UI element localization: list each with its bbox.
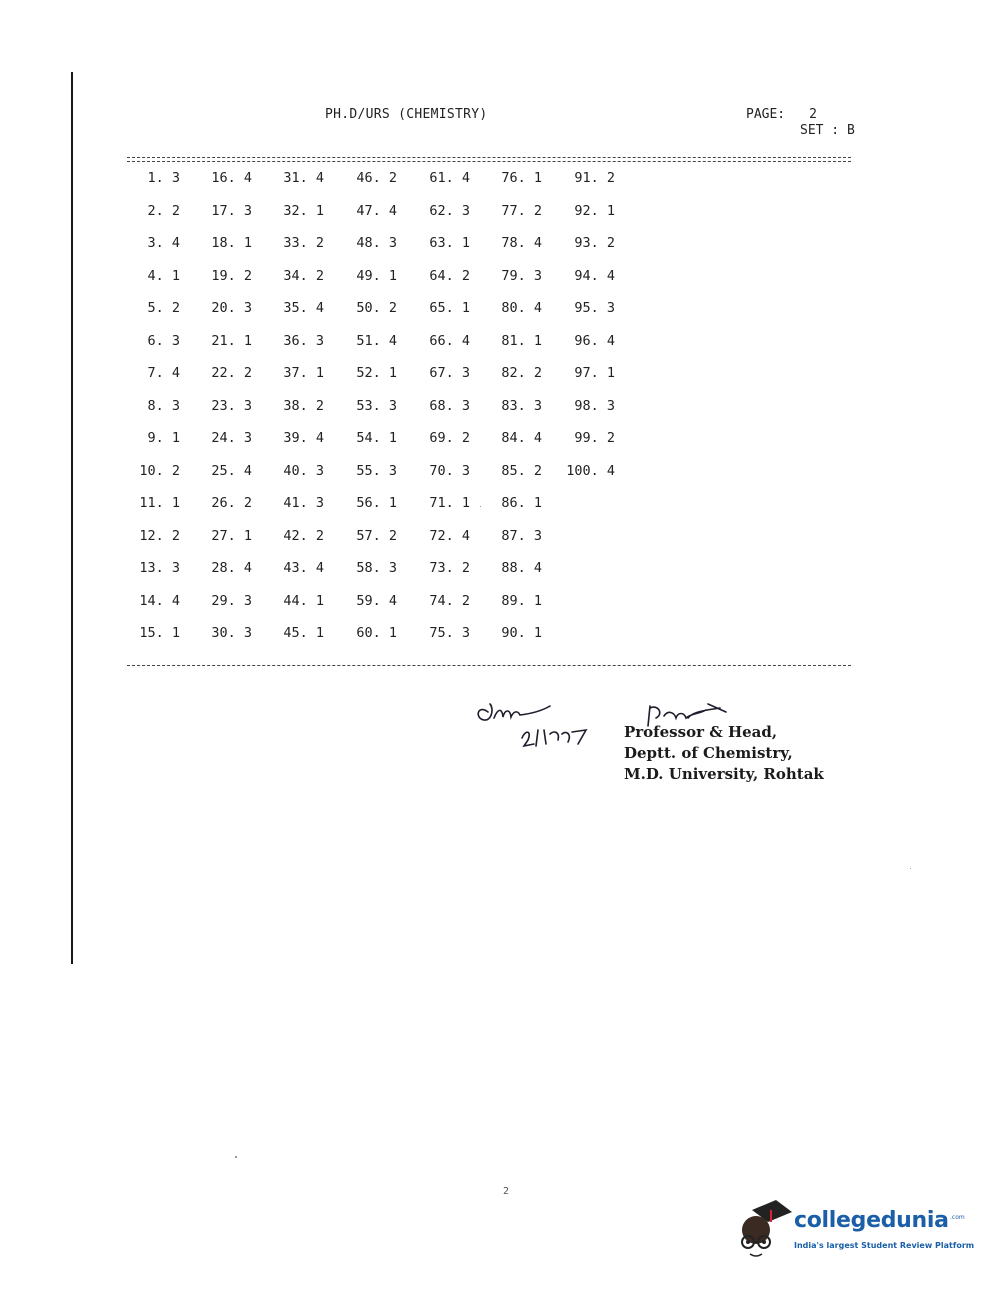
- answer-entry: 15. 1: [139, 625, 180, 641]
- answer-entry: 63. 1: [429, 235, 470, 251]
- top-divider: [127, 157, 851, 162]
- answer-entry: 85. 2: [501, 462, 542, 479]
- answer-row: [120, 430, 660, 463]
- answer-entry: 45. 1: [283, 625, 324, 641]
- answer-entry: 92. 1: [574, 202, 615, 219]
- scan-speck: [910, 868, 911, 869]
- answer-entry: 29. 3: [211, 592, 252, 609]
- answer-entry: 5. 2: [147, 300, 180, 316]
- answer-entry: 87. 3: [501, 527, 542, 544]
- answer-entry: 3. 4: [147, 235, 180, 251]
- answer-entry: 59. 4: [356, 592, 397, 609]
- answer-entry: 37. 1: [283, 365, 324, 381]
- footer-page-mark: 2: [503, 1186, 510, 1197]
- signatory-department: Deptt. of Chemistry,: [624, 744, 793, 762]
- answer-entry: 60. 1: [356, 625, 397, 641]
- answer-entry: 26. 2: [211, 495, 252, 511]
- answer-entry: 19. 2: [211, 267, 252, 284]
- answer-row: [120, 300, 660, 333]
- answer-entry: 100. 4: [566, 462, 615, 479]
- answer-entry: 46. 2: [356, 170, 397, 186]
- answer-entry: 1. 3: [147, 170, 180, 186]
- answer-row: [120, 268, 660, 301]
- answer-entry: 13. 3: [139, 560, 180, 576]
- answer-row: [120, 560, 660, 593]
- answer-row: [120, 463, 660, 496]
- answer-entry: 4. 1: [147, 267, 180, 284]
- answer-entry: 43. 4: [283, 560, 324, 576]
- answer-entry: 88. 4: [501, 560, 542, 576]
- collegedunia-logo: [734, 1196, 975, 1266]
- answer-entry: 14. 4: [139, 592, 180, 609]
- left-margin-line: [71, 72, 73, 964]
- answer-entry: 6. 3: [147, 332, 180, 349]
- answer-entry: 61. 4: [429, 170, 470, 186]
- page-label: PAGE:: [746, 107, 786, 122]
- answer-entry: 32. 1: [283, 202, 324, 219]
- answer-entry: 35. 4: [283, 300, 324, 316]
- answer-entry: 48. 3: [356, 235, 397, 251]
- answer-entry: 2. 2: [147, 202, 180, 219]
- scan-speck: [235, 1156, 237, 1158]
- answer-entry: 36. 3: [283, 332, 324, 349]
- answer-entry: 39. 4: [283, 430, 324, 446]
- signatory-title: Professor & Head,: [624, 723, 778, 741]
- page-number: 2: [809, 107, 817, 122]
- answer-entry: 95. 3: [574, 300, 615, 316]
- answer-entry: 12. 2: [139, 527, 180, 544]
- answer-entry: 93. 2: [574, 235, 615, 251]
- answer-entry: 50. 2: [356, 300, 397, 316]
- answer-entry: 72. 4: [429, 527, 470, 544]
- logo-tagline: India's largest Student Review Platform: [794, 1241, 975, 1250]
- answer-entry: 66. 4: [429, 332, 470, 349]
- answer-entry: 56. 1: [356, 495, 397, 511]
- answer-row: [120, 365, 660, 398]
- answer-entry: 53. 3: [356, 397, 397, 414]
- answer-entry: 99. 2: [574, 430, 615, 446]
- answer-entry: 96. 4: [574, 332, 615, 349]
- answer-entry: 44. 1: [283, 592, 324, 609]
- answer-entry: 97. 1: [574, 365, 615, 381]
- answer-entry: 73. 2: [429, 560, 470, 576]
- answer-entry: 64. 2: [429, 267, 470, 284]
- answer-entry: 86. 1: [501, 495, 542, 511]
- answer-entry: 81. 1: [501, 332, 542, 349]
- mascot-icon: [734, 1196, 794, 1266]
- answer-entry: 54. 1: [356, 430, 397, 446]
- answer-entry: 70. 3: [429, 462, 470, 479]
- answer-entry: 47. 4: [356, 202, 397, 219]
- answer-entry: 84. 4: [501, 430, 542, 446]
- answer-entry: 40. 3: [283, 462, 324, 479]
- answer-row: [120, 333, 660, 366]
- answer-entry: 83. 3: [501, 397, 542, 414]
- answer-entry: 33. 2: [283, 235, 324, 251]
- answer-key-grid: [120, 170, 660, 658]
- signatory-university: M.D. University, Rohtak: [624, 765, 824, 783]
- answer-entry: 67. 3: [429, 365, 470, 381]
- set-label: SET : B: [800, 123, 855, 138]
- logo-wordmark: collegedunia: [794, 1208, 949, 1233]
- answer-entry: 90. 1: [501, 625, 542, 641]
- answer-row: [120, 593, 660, 626]
- answer-row: [120, 235, 660, 268]
- answer-entry: 10. 2: [139, 462, 180, 479]
- answer-entry: 76. 1: [501, 170, 542, 186]
- answer-row: [120, 495, 660, 528]
- answer-entry: 21. 1: [211, 332, 252, 349]
- answer-entry: 74. 2: [429, 592, 470, 609]
- logo-suffix: .com: [950, 1214, 965, 1221]
- answer-row: [120, 528, 660, 561]
- signature-block: [470, 690, 850, 800]
- answer-entry: 34. 2: [283, 267, 324, 284]
- answer-entry: 51. 4: [356, 332, 397, 349]
- answer-entry: 62. 3: [429, 202, 470, 219]
- answer-entry: 16. 4: [211, 170, 252, 186]
- answer-entry: 20. 3: [211, 300, 252, 316]
- answer-entry: 49. 1: [356, 267, 397, 284]
- answer-entry: 68. 3: [429, 397, 470, 414]
- answer-entry: 25. 4: [211, 462, 252, 479]
- answer-entry: 78. 4: [501, 235, 542, 251]
- answer-entry: 77. 2: [501, 202, 542, 219]
- signatory-designation: [624, 722, 824, 785]
- answer-entry: 80. 4: [501, 300, 542, 316]
- answer-entry: 89. 1: [501, 592, 542, 609]
- answer-entry: 98. 3: [574, 397, 615, 414]
- answer-entry: 9. 1: [147, 430, 180, 446]
- answer-entry: 94. 4: [574, 267, 615, 284]
- answer-entry: 69. 2: [429, 430, 470, 446]
- answer-entry: 17. 3: [211, 202, 252, 219]
- answer-row: [120, 203, 660, 236]
- answer-row: [120, 398, 660, 431]
- answer-entry: 30. 3: [211, 625, 252, 641]
- answer-entry: 57. 2: [356, 527, 397, 544]
- answer-entry: 75. 3: [429, 625, 470, 641]
- answer-entry: 42. 2: [283, 527, 324, 544]
- answer-entry: 8. 3: [147, 397, 180, 414]
- answer-entry: 41. 3: [283, 495, 324, 511]
- answer-row: [120, 170, 660, 203]
- answer-entry: 52. 1: [356, 365, 397, 381]
- answer-entry: 38. 2: [283, 397, 324, 414]
- answer-entry: 31. 4: [283, 170, 324, 186]
- answer-entry: 24. 3: [211, 430, 252, 446]
- page-info: [746, 107, 855, 139]
- bottom-divider: [127, 665, 851, 667]
- answer-entry: 91. 2: [574, 170, 615, 186]
- answer-entry: 65. 1: [429, 300, 470, 316]
- answer-entry: 22. 2: [211, 365, 252, 381]
- answer-entry: 27. 1: [211, 527, 252, 544]
- answer-entry: 71. 1: [429, 495, 470, 511]
- answer-entry: 55. 3: [356, 462, 397, 479]
- answer-entry: 23. 3: [211, 397, 252, 414]
- answer-entry: 58. 3: [356, 560, 397, 576]
- answer-entry: 18. 1: [211, 235, 252, 251]
- answer-entry: 11. 1: [139, 495, 180, 511]
- answer-entry: 7. 4: [147, 365, 180, 381]
- document-title: PH.D/URS (CHEMISTRY): [325, 107, 488, 122]
- answer-entry: 79. 3: [501, 267, 542, 284]
- answer-entry: 82. 2: [501, 365, 542, 381]
- scan-speck: [480, 506, 481, 507]
- answer-entry: 28. 4: [211, 560, 252, 576]
- answer-row: [120, 625, 660, 658]
